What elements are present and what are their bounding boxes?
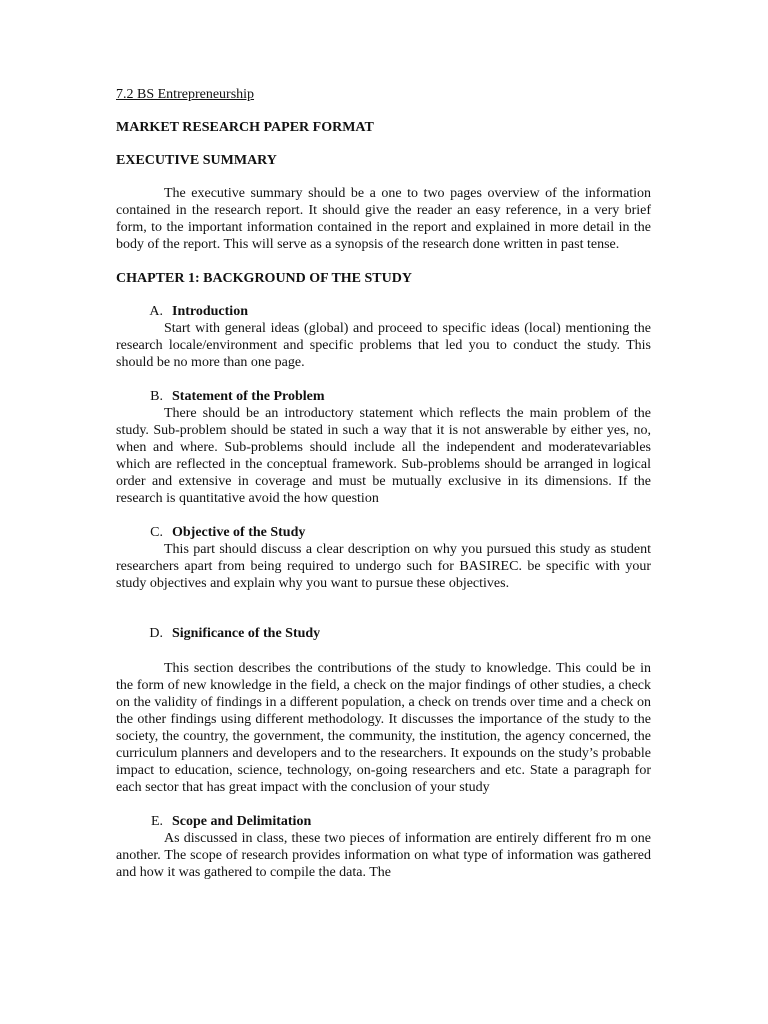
section-body: There should be an introductory statement which reflects the main problem of the study. Sub-problem should be stated in such a way that it is not answerable by either yes, no, when and where. Sub-problems should include all the independent and moderatevariables which are reflected in the conceptual framework. Sub-problems should be arranged in logical order and extensive in coverage and must be mutually exclusive in its dimensions. If the research is quantitative avoid the how question [116, 406, 651, 506]
section-significance [116, 625, 651, 796]
section-letter: A. [149, 304, 163, 319]
section-scope-delimitation [116, 813, 651, 881]
section-objective [116, 524, 651, 592]
section-letter: E. [150, 814, 163, 829]
section-body: This section describes the contributions of the study to knowledge. This could be in the form of new knowledge in the field, a check on the major findings of other studies, a check on the validity of findings in a different population, a check on trends over time and a check on the other findings using different methodology. It discusses the importance of the study to the society, the country, the government, the community, the institution, the agency concerned, the curriculum planners and developers and to the researchers. It expounds on the study’s probable impact to education, science, technology, on-going researchers and etc. State a paragraph for each sector that has great impact with the conclusion of your study [116, 661, 651, 795]
section-title: Scope and Delimitation [172, 814, 312, 829]
executive-summary-heading: EXECUTIVE SUMMARY [116, 153, 277, 168]
section-title: Introduction [172, 304, 248, 319]
section-title: Statement of the Problem [172, 389, 325, 404]
document-page [116, 86, 651, 881]
section-letter: C. [150, 525, 163, 540]
section-body: As discussed in class, these two pieces of information are entirely different fro m one another. The scope of research provides information on what type of information was gathered and how it was gathered to compile the data. The [116, 831, 651, 880]
document-title: MARKET RESEARCH PAPER FORMAT [116, 120, 374, 135]
chapter1-heading: CHAPTER 1: BACKGROUND OF THE STUDY [116, 271, 412, 286]
section-title: Significance of the Study [172, 626, 321, 641]
section-statement-of-problem [116, 388, 651, 507]
section-letter: B. [150, 389, 163, 404]
section-title: Objective of the Study [172, 525, 306, 540]
section-introduction [116, 303, 651, 371]
section-body: This part should discuss a clear description on why you pursued this study as student researchers apart from being required to undergo such for BASIREC. be specific with your study objectives and explain why you want to pursue these objectives. [116, 542, 651, 591]
executive-summary-body: The executive summary should be a one to two pages overview of the information contained in the research report. It should give the reader an easy reference, in a very brief form, to the important information contained in the report and explained in more detail in the body of the report. This will serve as a synopsis of the research done written in past tense. [116, 186, 651, 252]
section-body: Start with general ideas (global) and proceed to specific ideas (local) mentioning the research locale/environment and specific problems that led you to conduct the study. This should be no more than one page. [116, 321, 651, 370]
course-label: 7.2 BS Entrepreneurship [116, 87, 255, 102]
section-letter: D. [149, 626, 163, 641]
